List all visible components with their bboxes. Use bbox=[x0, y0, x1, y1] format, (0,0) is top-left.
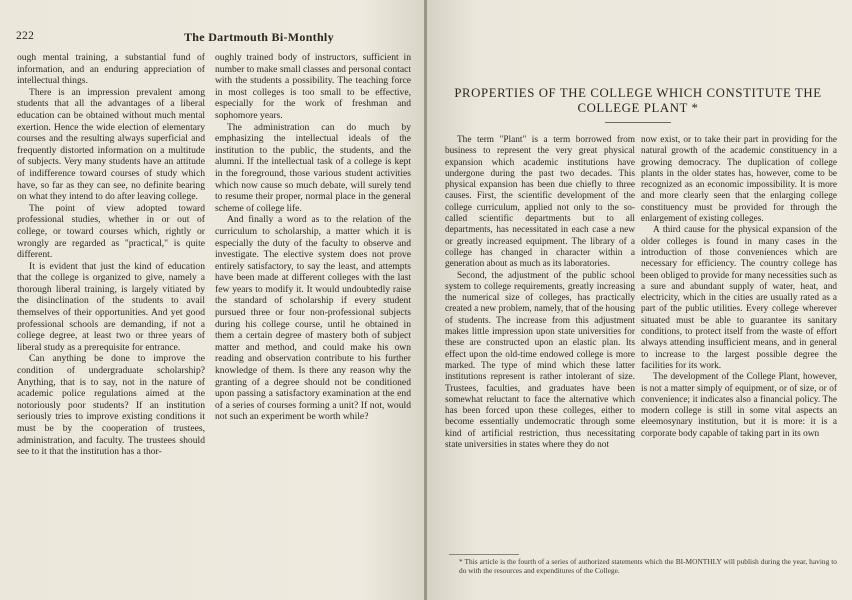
right-column-1 bbox=[445, 135, 635, 451]
paragraph: Can anything be done to improve the condition of undergraduate scholarship? Anything, that is to say, not in the nature of academic police regulations aimed at the notoriously poor students? If an institution seriously tries to improve existing conditions it must be by the cooperation of trustees, administration, and faculty. The trustees should see to it that the institution has a thor- bbox=[17, 353, 205, 458]
paragraph: oughly trained body of instructors, sufficient in number to make small classes and personal contact with the students a possibility. The teaching force in most colleges is too small to be effective, especially for the work of freshman and sophomore years. bbox=[215, 52, 411, 121]
right-page bbox=[427, 0, 852, 600]
footnote-rule bbox=[449, 554, 519, 555]
page-number: 222 bbox=[16, 30, 35, 42]
article-title: PROPERTIES OF THE COLLEGE WHICH CONSTITUTE THE COLLEGE PLANT * bbox=[454, 86, 822, 115]
left-column-2 bbox=[215, 52, 411, 423]
paragraph: It is evident that just the kind of education that the college is organized to give, namely a thorough liberal training, is largely vitiated by the disinclination of the students to avail themselves of their opportunities. And yet good professional schools are demanding, if not a college degree, at least two or three years of liberal study as a prerequisite for entrance. bbox=[17, 260, 205, 353]
footnote bbox=[449, 557, 837, 575]
paragraph: The term "Plant" is a term borrowed from business to represent the very great physical expansion which academic institutions have undergone during the past two decades. This physical expansion has been due chiefly to three causes. First, the scientific development of the college curriculum, applied not only to the so-called scientific departments but to all departments, has necessitated in each case a new or greatly increased equipment. The library of a college has changed in character within a generation about as much as its laboratories. bbox=[445, 135, 635, 270]
paragraph: A third cause for the physical expansion of the older colleges is found in many cases in the introduction of those conveniences which are necessary for efficiency. The country college has been obliged to provide for many necessities such as a sure and abundant supply of water, heat, and electricity, which in the cities are usually rated as a part of the public utilities. Every college wherever situated must be able to guarantee its sanitary conditions, to protect itself from the waste of effort always attending insufficient means, and in general to increase to the largest possible degree the facilities for its work. bbox=[641, 225, 837, 371]
paragraph: ough mental training, a substantial fund of information, and an enduring appreciation of intellectual things. bbox=[17, 52, 205, 87]
paragraph: The development of the College Plant, however, is not a matter simply of equipment, or of size, or of convenience; it indicates also a financial policy. The modern college is still in some vital aspects an eleemosynary institution, but it is more: it is a corporate body capable of taking part in its own bbox=[641, 372, 837, 439]
title-rule bbox=[605, 122, 671, 123]
right-column-2 bbox=[641, 135, 837, 440]
paragraph: The point of view adopted toward professional studies, whether in or out of college, or toward courses which, rightly or wrongly are regarded as "practical," is quite different. bbox=[17, 202, 205, 261]
paragraph: now exist, or to take their part in providing for the natural growth of the academic constituency in a growing democracy. The duplication of college plants in the older states has, however, come to be recognized as an economic impossibility. It is more and more clearly seen that the enlarging college constituency must be provided for through the enlargement of existing colleges. bbox=[641, 135, 837, 225]
paragraph: Second, the adjustment of the public school system to college requirements, greatly increasing the numerical size of colleges, has practically created a new problem, namely, that of the housing of students. The increase from this adjustment makes little impression upon state universities for these are constructed upon an elastic plan. Its effect upon the old-time endowed college is more marked. The type of mind which these latter institutions represent is rather intolerant of size. Trustees, faculties, and graduates have been somewhat reluctant to face the alternative which has been forced upon these colleges, either to become essentially undemocratic through some kind of artificial restriction, thus necessitating state universities in states where they do not bbox=[445, 270, 635, 451]
left-page bbox=[0, 0, 425, 600]
left-column-1 bbox=[17, 52, 205, 458]
journal-title: The Dartmouth Bi-Monthly bbox=[184, 30, 334, 44]
running-head bbox=[16, 30, 411, 46]
footnote-text: * This article is the fourth of a series of authorized statements which the BI-MONTHLY will publish during the year, having to do with the resources and expenditures of the College. bbox=[459, 557, 837, 575]
paragraph: There is an impression prevalent among students that all the advantages of a liberal education can be obtained without much mental exertion. Hence the wide election of elementary courses and the resulting always superficial and frequently distorted information on a multitude of subjects. Very many students have an attitude of indifference toward courses of study which have, so far as they can see, no definite bearing on what they intend to do after leaving college. bbox=[17, 86, 205, 203]
paragraph: The administration can do much by emphasizing the intellectual ideals of the institution to the public, the students, and the alumni. If the intellectual task of a college is kept in the foreground, those various student activities which now cause so much debate, will surely tend to resume their proper, normal place in the general scheme of college life. bbox=[215, 121, 411, 214]
paragraph: And finally a word as to the relation of the curriculum to scholarship, a matter which it is especially the duty of the faculty to observe and investigate. The elective system does not prove entirely satisfactory, to say the least, and attempts have been made at different colleges with the last few years to modify it. It would undoubtedly raise the standard of scholarship if every student pursued three or four non-professional subjects during his college course, until he obtained in them a certain degree of mastery both of subject matter and method, and could make his own reading and observation contribute to his further knowledge of them. Is there any reason why the granting of a degree should not be conditioned upon passing a satisfactory examination at the end of a series of courses forming a unit? If not, would not such an experiment be worth while? bbox=[215, 214, 411, 423]
